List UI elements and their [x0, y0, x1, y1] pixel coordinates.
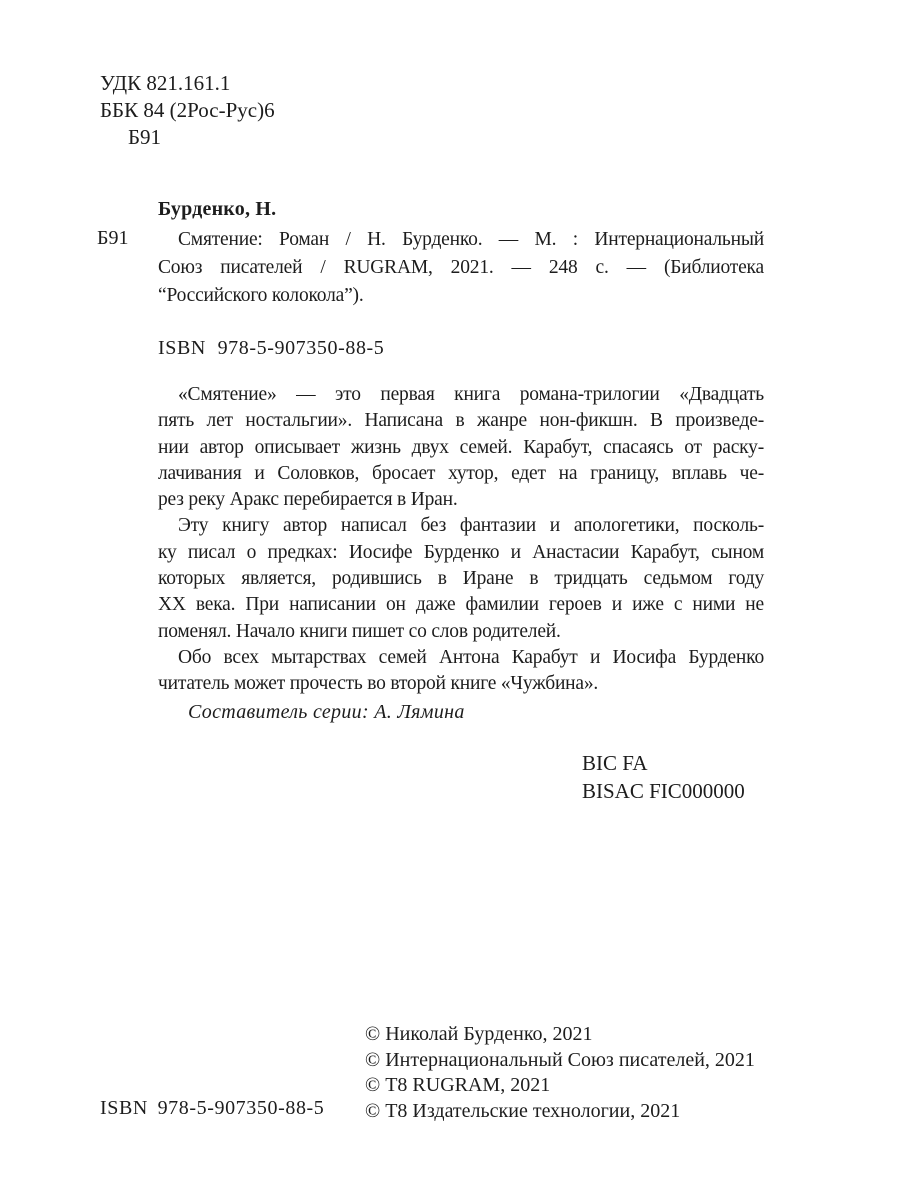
annotation-line: Эту книгу автор написал без фантазии и апологетики, посколь- — [178, 515, 764, 537]
author-sign-top: Б91 — [128, 125, 162, 149]
annotation-block — [158, 382, 764, 698]
author-heading: Бурденко, Н. — [158, 198, 277, 220]
bottom-isbn: ISBN 978-5-907350-88-5 — [100, 1097, 325, 1119]
annotation-line: пять лет ностальгии». Написана в жанре нон-фикшн. В произведе- — [158, 410, 764, 432]
catalog-entry-line: Смятение: Роман / Н. Бурденко. — М. : Интернациональный — [178, 229, 764, 250]
annotation-line: которых является, родившись в Иране в тридцать седьмом году — [158, 568, 764, 590]
bbk-code: ББК 84 (2Рос-Рус)6 — [100, 98, 275, 122]
annotation-line: «Смятение» — это первая книга романа-трилогии «Двадцать — [178, 384, 764, 405]
annotation-line: лачивания и Соловков, бросает хутор, едет на границу, вплавь че- — [158, 462, 764, 484]
isbn-line: ISBN 978-5-907350-88-5 — [158, 337, 385, 359]
subject-codes-block — [582, 749, 745, 805]
copyright-line: © Т8 RUGRAM, 2021 — [365, 1074, 551, 1096]
annotation-line: ку писал о предках: Иосифе Бурденко и Анастасии Карабут, сыном — [158, 541, 764, 563]
series-compiler-note: Составитель серии: А. Лямина — [188, 701, 465, 723]
annotation-line: нии автор описывает жизнь двух семей. Карабут, спасаясь от раску- — [158, 436, 764, 458]
copyright-line: © Николай Бурденко, 2021 — [365, 1023, 593, 1045]
annotation-line: XX века. При написании он даже фамилии героев и иже с ними не — [158, 594, 764, 616]
annotation-line: рез реку Аракс перебирается в Иран. — [158, 489, 458, 511]
udk-code: УДК 821.161.1 — [100, 71, 231, 95]
copyright-line: © Интернациональный Союз писателей, 2021 — [365, 1048, 755, 1071]
bisac-code: BISAC FIC000000 — [582, 779, 745, 803]
catalog-entry-line: Союз писателей / RUGRAM, 2021. — 248 с. — (Библиотека — [158, 257, 764, 278]
classification-codes-block — [100, 70, 275, 151]
copyright-block — [365, 1022, 755, 1124]
copyright-line: © Т8 Издательские технологии, 2021 — [365, 1099, 681, 1122]
catalog-entry-line: “Российского колокола”). — [158, 285, 364, 306]
author-sign-card: Б91 — [97, 227, 129, 249]
annotation-line: поменял. Начало книги пишет со слов родителей. — [158, 620, 561, 642]
annotation-line: читатель может прочесть во второй книге «Чужбина». — [158, 673, 599, 695]
annotation-line: Обо всех мытарствах семей Антона Карабут и Иосифа Бурденко — [178, 646, 764, 668]
catalog-entry — [158, 226, 764, 310]
bic-code: BIC FA — [582, 751, 648, 775]
